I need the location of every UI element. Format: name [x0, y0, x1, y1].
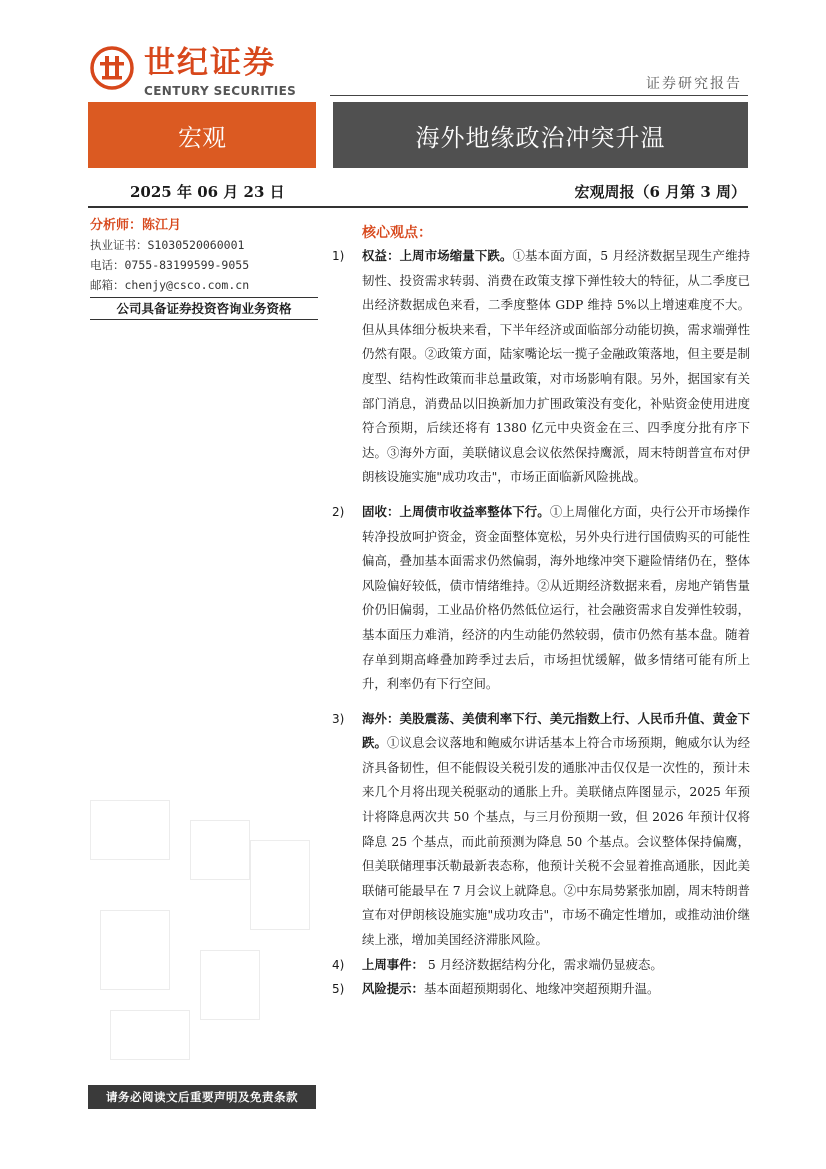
item-text: ①议息会议落地和鲍威尔讲话基本上符合市场预期，鲍威尔认为经济具备韧性，但不能假设关税引发的通胀冲击仅仅是一次性的，预计未来几个月将出现关税驱动的通胀上升。美联储点阵图显示，2025 年预计将降息两次共 50 个基点，与三月份预期一致，但 2026 年预计仅将降息 25 个基点，而此前预测为降息 50 个基点。会议整体保持偏鹰，但美联储理事沃勒最新表态称，他预计关税不会显着推高通胀，因此美联储可能最早在 7 月会议上就降息。②中东局势紧张加剧，周末特朗普宣布对伊朗核设施实施"成功攻击"，市场不确定性增加，或推动油价继续上涨，增加美国经济滞胀风险。: [362, 735, 751, 948]
item-lead: 固收：上周债市收益率整体下行。: [362, 503, 550, 519]
item-number: 4): [332, 957, 345, 972]
report-series: 宏观周报（6 月第 3 周）: [574, 183, 746, 201]
item-number: 1): [332, 249, 345, 263]
analyst-name: 分析师：陈江月: [90, 218, 182, 233]
date-divider: [88, 206, 748, 208]
qualification-note: 公司具备证券投资咨询业务资格: [116, 301, 292, 316]
item-number: 3): [332, 711, 345, 726]
item-lead: 海外：美股震荡、美债利率下行、美元指数上行、人民币升值、黄金下跌。: [362, 710, 750, 751]
analyst-cert: 执业证书：S1030520060001: [90, 238, 245, 252]
category-banner: 宏观: [88, 102, 316, 168]
list-item: [332, 500, 750, 697]
item-lead: 风险提示：: [362, 981, 424, 997]
list-item: [332, 953, 750, 978]
report-date: 2025 年 06 月 23 日: [130, 183, 285, 201]
sidebar: [90, 216, 318, 320]
sidebar-divider-bottom: [90, 319, 318, 320]
item-lead: 权益：上周市场缩量下跌。: [362, 248, 513, 263]
list-item: [332, 977, 750, 1002]
brand-name-en: CENTURY SECURITIES: [144, 84, 297, 98]
century-securities-logo-icon: [90, 46, 134, 90]
item-text: ①上周催化方面，央行公开市场操作转净投放呵护资金，资金面整体宽松，另外央行进行国债购买的可能性偏高，叠加基本面需求仍然偏弱，海外地缘冲突下避险情绪仍在，整体风险偏好较低，债市情绪维持。②从近期经济数据来看，房地产销售量价仍旧偏弱，工业品价格仍然低位运行，社会融资需求自发弹性较弱，基本面压力难消，经济的内生动能仍然较弱，债市仍然有基本盘。随着存单到期高峰叠加跨季过去后，市场担忧缓解，做多情绪可能有所上升，利率仍有下行空间。: [362, 503, 751, 692]
brand-name-cn: 世纪证券: [144, 45, 276, 81]
item-number: 2): [332, 504, 345, 519]
analyst-phone: 电话：0755-83199599-9055: [90, 258, 250, 272]
item-lead: 上周事件：: [362, 956, 424, 972]
item-number: 5): [332, 982, 345, 997]
analyst-email[interactable]: 邮箱：chenjy@csco.com.cn: [90, 278, 250, 292]
item-text: 基本面超预期弱化、地缘冲突超预期升温。: [423, 981, 660, 997]
disclaimer-bar[interactable]: 请务必阅读文后重要声明及免责条款: [88, 1085, 316, 1109]
top-divider: [330, 95, 748, 96]
core-views-title: 核心观点：: [362, 225, 432, 241]
list-item: [332, 707, 750, 953]
brand-logo: [90, 44, 310, 100]
watermark-grid: [90, 800, 316, 1070]
item-text: 5 月经济数据结构分化，需求端仍显疲态。: [423, 956, 663, 972]
report-title: 海外地缘政治冲突升温: [333, 102, 748, 168]
core-views: [332, 222, 750, 1002]
item-text: ①基本面方面，5 月经济数据呈现生产维持韧性、投资需求转弱、消费在政策支撑下弹性较大的特征，从二季度已出经济数据成色来看，二季度整体 GDP 维持 5%以上增速难度不大。但从具体细分板块来看，下半年经济或面临部分动能切换，需求端弹性仍然有限。②政策方面，陆家嘴论坛一揽子金融政策落地，但主要是制度型、结构性政策而非总量政策，对市场影响有限。另外，据国家有关部门消息，消费品以旧换新加力扩围政策没有变化，补贴资金使用进度符合预期，后续还将有 1380 亿元中央资金在三、四季度分批有序下达。③海外方面，美联储议息会议依然保持鹰派，周末特朗普宣布对伊朗核设施实施"成功攻击"，市场正面临新风险挑战。: [362, 248, 750, 485]
list-item: [332, 244, 750, 490]
report-type: 证券研究报告: [646, 76, 742, 92]
